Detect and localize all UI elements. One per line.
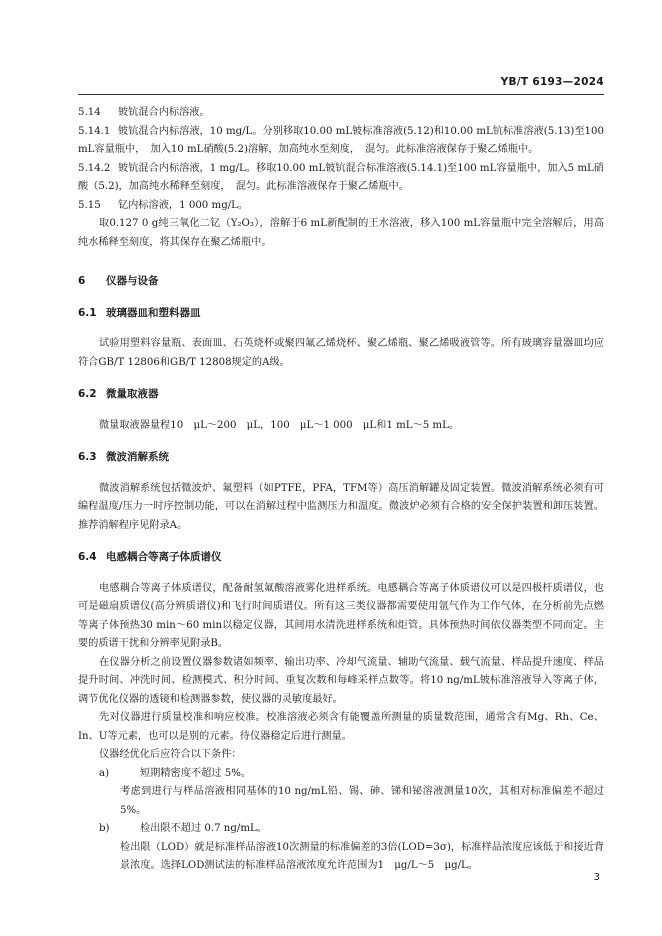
clause-text: 钇内标溶液，1 000 mg/L。 <box>118 199 249 211</box>
page-number: 3 <box>593 872 600 883</box>
section-6-4-heading <box>78 548 604 567</box>
section-number: 6.1 <box>78 306 97 319</box>
section-6-3-heading <box>78 448 604 467</box>
clause-text: 铍钪混合内标溶液，10 mg/L。分别移取10.00 mL铍标准溶液(5.12)和10.00 mL钪标准溶液(5.13)至100 mL容量瓶中， 加入10 mL硝酸(5.2)溶解，加高纯水至刻度， 混匀。此标准溶液保存于聚乙烯瓶中。 <box>78 125 604 155</box>
condition-item-b-body: 检出限（LOD）就是标准样品溶液10次测量的标准偏差的3倍(LOD=3σ)，标准样品浓度应该低于和接近背景浓度。选择LOD测试法的标准样品溶液浓度允许范围为1 μg/L～5 μg/L。 <box>120 841 604 871</box>
paragraph-6-2: 微量取液器量程10 μL～200 μL，100 μL～1 000 μL和1 mL～5 mL。 <box>99 419 460 431</box>
section-title: 玻璃器皿和塑料器皿 <box>106 306 201 319</box>
paragraph-6-4-3: 先对仪器进行质量校准和响应校准。校准溶液必须含有能覆盖所测量的质量数范围，通常含有Mg、Rh、Ce、In、U等元素，也可以是别的元素。待仪器稳定后进行测量。 <box>78 712 604 742</box>
paragraph-6-1: 试验用塑料容量瓶、表面皿、石英烧杯或聚四氟乙烯烧杯、聚乙烯瓶、聚乙烯吸液管等。所有玻璃容量器皿均应符合GB/T 12806和GB/T 12808规定的A级。 <box>78 338 604 368</box>
section-number: 6 <box>78 275 86 287</box>
clause-number: 5.14 <box>78 107 101 118</box>
paragraph-6-4-2: 在仪器分析之前设置仪器参数诸如频率、输出功率、冷却气流量、辅助气流量、载气流量、样品提升速度、样品提升时间、冲洗时间、检测模式、积分时间、重复次数和每峰采样点数等。将10 ng/mL铍标准溶液导入等离子体，调节优化仪器的透镜和检测器参数，使仪器的灵敏度最好。 <box>78 656 604 705</box>
clause-text: 铍钪混合内标溶液。 <box>118 107 210 118</box>
paragraph-6-4-4: 仪器经优化后应符合以下条件： <box>99 749 242 760</box>
clause-5-14 <box>78 104 604 123</box>
document-id-header: YB/T 6193—2024 <box>500 76 604 88</box>
section-title: 微波消解系统 <box>106 451 169 463</box>
section-6-heading <box>78 272 604 291</box>
section-number: 6.4 <box>78 551 97 563</box>
clause-number: 5.14.1 <box>78 125 111 137</box>
clause-number: 5.14.2 <box>78 162 111 174</box>
clause-number: 5.15 <box>78 199 101 211</box>
clause-5-15 <box>78 197 604 216</box>
header-rule <box>78 94 604 95</box>
paragraph-6-3: 微波消解系统包括微波炉、氟塑料（如PTFE，PFA，TFM等）高压消解罐及固定装置。微波消解系统必须有可编程温度/压力一时序控制功能，可以在消解过程中监测压力和温度。微波炉必须有合格的安全保护装置和卸压装置。推荐消解程序见附录A。 <box>78 482 604 531</box>
section-number: 6.3 <box>78 451 97 463</box>
condition-item-b <box>78 820 604 839</box>
paragraph-6-4-1: 电感耦合等离子体质谱仪，配备耐氢氟酸溶液雾化进样系统。电感耦合等离子体质谱仪可以是四极杆质谱仪，也可是磁扇质谱仪(高分辨质谱仪)和飞行时间质谱仪。所有这三类仪器都需要使用氩气作为工作气体，在分析前先点燃等离子体预热30 min～60 min以稳定仪器，其间用水清洗进样系统和炬管。具体预热时间依仪器类型不同而定。主要的质谱干扰和分辨率见附录B。 <box>78 582 604 649</box>
condition-item-a-body: 考虑到进行与样品溶液相同基体的10 ng/mL铅、锡、砷、锑和铋溶液测量10次，其相对标准偏差不超过5%。 <box>120 786 604 816</box>
list-marker: b) <box>99 823 110 834</box>
section-number: 6.2 <box>78 388 97 400</box>
list-item-head: 检出限不超过 0.7 ng/mL。 <box>140 823 267 834</box>
clause-5-14-2 <box>78 160 604 197</box>
section-6-2-heading <box>78 385 604 404</box>
paragraph-5-15: 取0.127 0 g纯三氧化二钇（Y₂O₃），溶解于6 mL新配制的王水溶液，移入100 mL容量瓶中完全溶解后，用高纯水稀释至刻度，将其保存在聚乙烯瓶中。 <box>78 218 604 248</box>
section-title: 电感耦合等离子体质谱仪 <box>106 551 222 563</box>
list-item-head: 短期精密度不超过 5%。 <box>140 767 252 779</box>
section-title: 微量取液器 <box>106 388 159 400</box>
list-marker: a) <box>99 767 110 779</box>
section-6-1-heading <box>78 304 604 323</box>
clause-5-14-1 <box>78 123 604 160</box>
page-body <box>78 104 604 876</box>
clause-text: 铍钪混合内标溶液，1 mg/L。移取10.00 mL铍钪混合标准溶液(5.14.1)至100 mL容量瓶中，加入5 mL硝酸（5.2)，加高纯水稀释至刻度， 混匀。此标准溶液保存于聚乙烯瓶中。 <box>78 162 604 192</box>
section-title: 仪器与设备 <box>106 275 159 287</box>
condition-item-a <box>78 765 604 784</box>
